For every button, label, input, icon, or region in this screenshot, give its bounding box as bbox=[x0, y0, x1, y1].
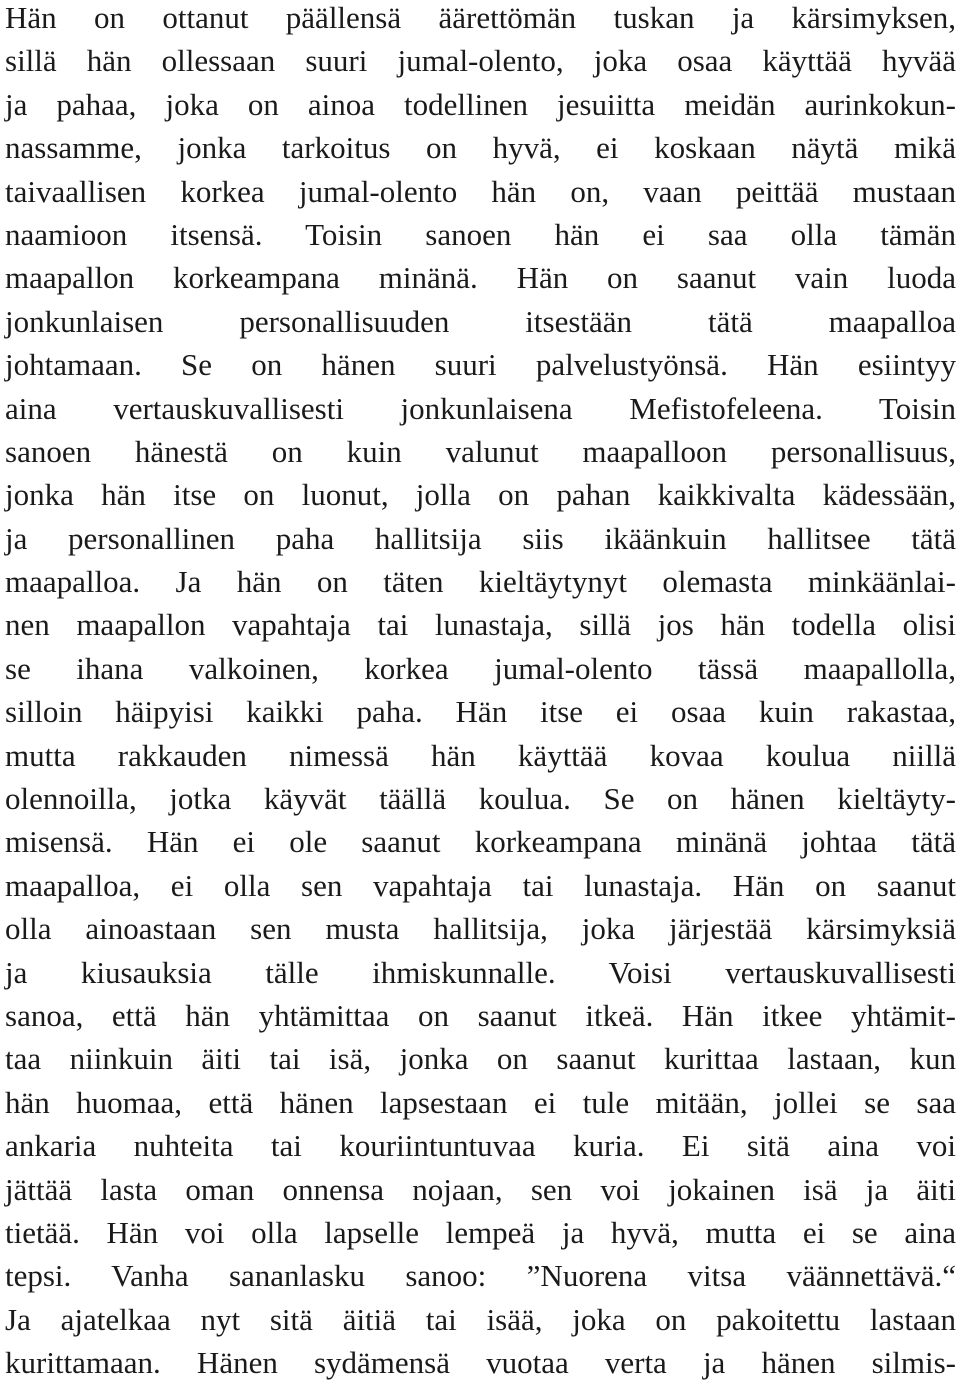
text-line: aina vertauskuvallisesti jonkunlaisena Mefistofeleena. Toisin bbox=[5, 390, 956, 426]
text-line: tietää. Hän voi olla lapselle lempeä ja hyvä, mutta ei se aina bbox=[5, 1214, 956, 1250]
text-line: ankaria nuhteita tai kouriintuntuvaa kuria. Ei sitä aina voi bbox=[5, 1128, 956, 1164]
text-line: Hän on ottanut päällensä äärettömän tuskan ja kärsimyksen, bbox=[5, 0, 956, 35]
text-line: nassamme, jonka tarkoitus on hyvä, ei koskaan näytä mikä bbox=[5, 130, 956, 166]
text-line: misensä. Hän ei ole saanut korkeampana minänä johtaa tätä bbox=[5, 824, 956, 860]
text-line: nen maapallon vapahtaja tai lunastaja, sillä jos hän todella olisi bbox=[5, 607, 956, 643]
text-line: hän huomaa, että hänen lapsestaan ei tule mitään, jollei se saa bbox=[5, 1084, 956, 1120]
text-line: maapalloa, ei olla sen vapahtaja tai lunastaja. Hän on saanut bbox=[5, 867, 956, 903]
text-line: sanoa, että hän yhtämittaa on saanut itkeä. Hän itkee yhtämit- bbox=[5, 997, 956, 1033]
text-line: maapalloa. Ja hän on täten kieltäytynyt olemasta minkäänlai- bbox=[5, 564, 956, 600]
text-line: taa niinkuin äiti tai isä, jonka on saanut kurittaa lastaan, kun bbox=[5, 1041, 956, 1077]
text-line: olla ainoastaan sen musta hallitsija, joka järjestää kärsimyksiä bbox=[5, 911, 956, 947]
text-line: ja kiusauksia tälle ihmiskunnalle. Voisi vertauskuvallisesti bbox=[5, 954, 956, 990]
text-line: Ja ajatelkaa nyt sitä äitiä tai isää, joka on pakoitettu lastaan bbox=[5, 1301, 956, 1337]
text-line: naamioon itsensä. Toisin sanoen hän ei saa olla tämän bbox=[5, 216, 956, 252]
text-line: se ihana valkoinen, korkea jumal-olento tässä maapallolla, bbox=[5, 650, 956, 686]
text-line: sillä hän ollessaan suuri jumal-olento, joka osaa käyttää hyvää bbox=[5, 43, 956, 79]
text-line: jonkunlaisen personallisuuden itsestään tätä maapalloa bbox=[5, 303, 956, 339]
text-line: jonka hän itse on luonut, jolla on pahan kaikkivalta kädessään, bbox=[5, 477, 956, 513]
text-line: kurittamaan. Hänen sydämensä vuotaa verta ja hänen silmis- bbox=[5, 1345, 956, 1381]
text-line: taivaallisen korkea jumal-olento hän on, vaan peittää mustaan bbox=[5, 173, 956, 209]
text-line: sanoen hänestä on kuin valunut maapalloon personallisuus, bbox=[5, 433, 956, 469]
text-line: maapallon korkeampana minänä. Hän on saanut vain luoda bbox=[5, 260, 956, 296]
text-line: silloin häipyisi kaikki paha. Hän itse ei osaa kuin rakastaa, bbox=[5, 694, 956, 730]
text-line: olennoilla, jotka käyvät täällä koulua. Se on hänen kieltäyty- bbox=[5, 781, 956, 817]
text-line: mutta rakkauden nimessä hän käyttää kovaa koulua niillä bbox=[5, 737, 956, 773]
text-line: johtamaan. Se on hänen suuri palvelustyönsä. Hän esiintyy bbox=[5, 347, 956, 383]
text-line: tepsi. Vanha sananlasku sanoo: ”Nuorena vitsa väännettävä.“ bbox=[5, 1258, 956, 1294]
body-text bbox=[5, 0, 956, 1385]
text-line: ja pahaa, joka on ainoa todellinen jesuiitta meidän aurinkokun- bbox=[5, 86, 956, 122]
text-line: jättää lasta oman onnensa nojaan, sen voi jokainen isä ja äiti bbox=[5, 1171, 956, 1207]
text-line: ja personallinen paha hallitsija siis ikäänkuin hallitsee tätä bbox=[5, 520, 956, 556]
